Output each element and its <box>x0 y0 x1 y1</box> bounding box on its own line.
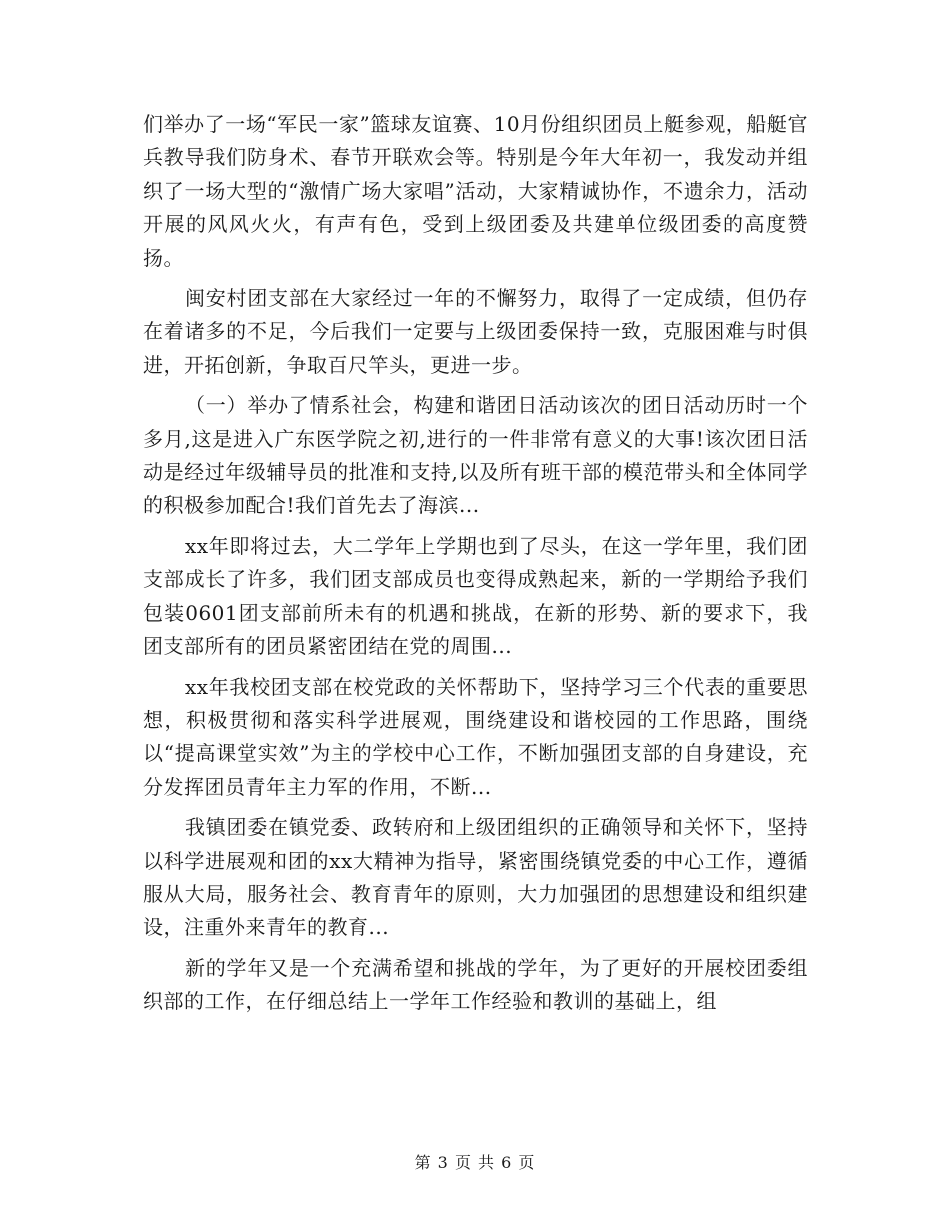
page-number-footer: 第 3 页 共 6 页 <box>414 1153 536 1172</box>
paragraph-3: （一）举办了情系社会，构建和谐团日活动该次的团日活动历时一个多月,这是进入广东医学院之初,进行的一件非常有意义的大事!该次团日活动是经过年级辅导员的批准和支持,以及所有班干部的模范带头和全体同学的积极参加配合!我们首先去了海滨... <box>143 393 808 518</box>
document-body <box>143 108 808 1026</box>
paragraph-7: 新的学年又是一个充满希望和挑战的学年，为了更好的开展校团委组织部的工作，在仔细总结上一学年工作经验和教训的基础上，组 <box>143 955 808 1014</box>
paragraph-4: xx年即将过去，大二学年上学期也到了尽头，在这一学年里，我们团支部成长了许多，我们团支部成员也变得成熟起来，新的一学期给予我们包装0601团支部前所未有的机遇和挑战，在新的形势、新的要求下，我团支部所有的团员紧密团结在党的周围... <box>143 533 808 659</box>
paragraph-6: 我镇团委在镇党委、政转府和上级团组织的正确领导和关怀下，坚持以科学进展观和团的xx大精神为指导，紧密围绕镇党委的中心工作，遵循服从大局，服务社会、教育青年的原则，大力加强团的思想建设和组织建设，注重外来青年的教育... <box>143 815 808 940</box>
paragraph-1: 们举办了一场“军民一家”篮球友谊赛、10月份组织团员上艇参观，船艇官兵教导我们防身术、春节开联欢会等。特别是今年大年初一，我发动并组织了一场大型的“激情广场大家唱”活动，大家精诚协作，不遗余力，活动开展的风风火火，有声有色，受到上级团委及共建单位级团委的高度赞扬。 <box>143 112 808 270</box>
paragraph-5: xx年我校团支部在校党政的关怀帮助下，坚持学习三个代表的重要思想，积极贯彻和落实科学进展观，围绕建设和谐校园的工作思路，围绕以“提高课堂实效”为主的学校中心工作，不断加强团支部的自身建设，充分发挥团员青年主力军的作用，不断... <box>143 674 808 799</box>
paragraph-2: 闽安村团支部在大家经过一年的不懈努力，取得了一定成绩，但仍存在着诸多的不足，今后我们一定要与上级团委保持一致，克服困难与时俱进，开拓创新，争取百尺竿头，更进一步。 <box>143 286 808 377</box>
